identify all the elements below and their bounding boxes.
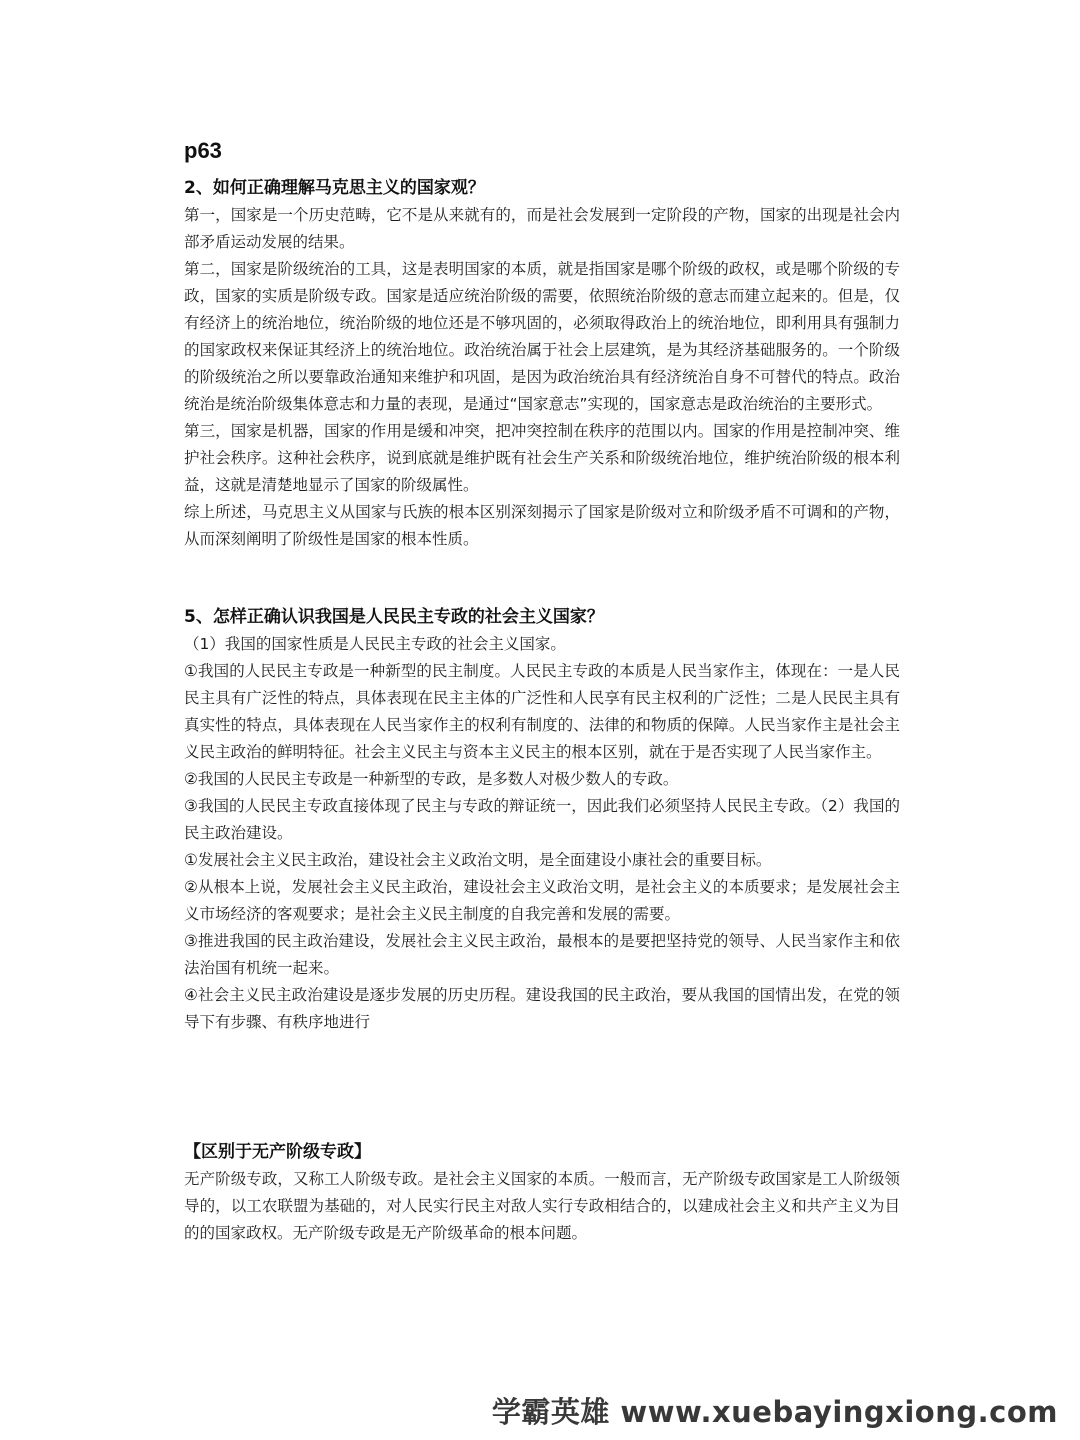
paragraph: 第二，国家是阶级统治的工具，这是表明国家的本质，就是指国家是哪个阶级的政权，或是哪个阶级的专政，国家的实质是阶级专政。国家是适应统治阶级的需要，依照统治阶级的意志而建立起来的。但是，仅有经济上的统治地位，统治阶级的地位还是不够巩固的，必须取得政治上的统治地位，即利用具有强制力的国家政权来保证其经济上的统治地位。政治统治属于社会上层建筑，是为其经济基础服务的。一个阶级的阶级统治之所以要靠政治通知来维护和巩固，是因为政治统治具有经济统治自身不可替代的特点。政治统治是统治阶级集体意志和力量的表现，是通过“国家意志”实现的，国家意志是政治统治的主要形式。 bbox=[184, 260, 900, 413]
paragraph: （1）我国的国家性质是人民民主专政的社会主义国家。 bbox=[184, 635, 566, 653]
paragraph: ①发展社会主义民主政治，建设社会主义政治文明，是全面建设小康社会的重要目标。 bbox=[184, 851, 772, 869]
paragraph: 第一，国家是一个历史范畴，它不是从来就有的，而是社会发展到一定阶段的产物，国家的出现是社会内部矛盾运动发展的结果。 bbox=[184, 206, 900, 251]
section-proletarian-dictatorship bbox=[184, 1138, 900, 1247]
paragraph: ③我国的人民民主专政直接体现了民主与专政的辩证统一，因此我们必须坚持人民民主专政。（2）我国的民主政治建设。 bbox=[184, 797, 900, 842]
paragraph: 第三，国家是机器，国家的作用是缓和冲突，把冲突控制在秩序的范围以内。国家的作用是控制冲突、维护社会秩序。这种社会秩序，说到底就是维护既有社会生产关系和阶级统治地位，维护统治阶级的根本利益，这就是清楚地显示了国家的阶级属性。 bbox=[184, 422, 900, 494]
paragraph: 无产阶级专政，又称工人阶级专政。是社会主义国家的本质。一般而言，无产阶级专政国家是工人阶级领导的，以工农联盟为基础的，对人民实行民主对敌人实行专政相结合的，以建成社会主义和共产主义为目的的国家政权。无产阶级专政是无产阶级革命的根本问题。 bbox=[184, 1170, 900, 1242]
site-watermark: 学霸英雄 www.xuebayingxiong.com bbox=[491, 1395, 1058, 1429]
question-heading: 2、如何正确理解马克思主义的国家观？ bbox=[184, 178, 485, 198]
paragraph: 综上所述，马克思主义从国家与氏族的根本区别深刻揭示了国家是阶级对立和阶级矛盾不可调和的产物，从而深刻阐明了阶级性是国家的根本性质。 bbox=[184, 503, 900, 548]
paragraph: ③推进我国的民主政治建设，发展社会主义民主政治，最根本的是要把坚持党的领导、人民当家作主和依法治国有机统一起来。 bbox=[184, 932, 900, 977]
paragraph: ②我国的人民民主专政是一种新型的专政，是多数人对极少数人的专政。 bbox=[184, 770, 679, 788]
question-heading: 5、怎样正确认识我国是人民民主专政的社会主义国家？ bbox=[184, 607, 604, 627]
paragraph: ②从根本上说，发展社会主义民主政治，建设社会主义政治文明，是社会主义的本质要求；是发展社会主义市场经济的客观要求；是社会主义民主制度的自我完善和发展的需要。 bbox=[184, 878, 900, 923]
page-number-label: p63 bbox=[184, 138, 222, 163]
paragraph: ①我国的人民民主专政是一种新型的民主制度。人民民主专政的本质是人民当家作主，体现在：一是人民民主具有广泛性的特点，具体表现在民主主体的广泛性和人民享有民主权利的广泛性；二是人民民主具有真实性的特点，具体表现在人民当家作主的权利有制度的、法律的和物质的保障。人民当家作主是社会主义民主政治的鲜明特征。社会主义民主与资本主义民主的根本区别，就在于是否实现了人民当家作主。 bbox=[184, 662, 900, 761]
section-state-view bbox=[184, 174, 900, 553]
paragraph: ④社会主义民主政治建设是逐步发展的历史历程。建设我国的民主政治，要从我国的国情出发，在党的领导下有步骤、有秩序地进行 bbox=[184, 986, 900, 1031]
section-heading: 【区别于无产阶级专政】 bbox=[184, 1142, 371, 1162]
section-peoples-democratic-dictatorship bbox=[184, 603, 900, 1036]
